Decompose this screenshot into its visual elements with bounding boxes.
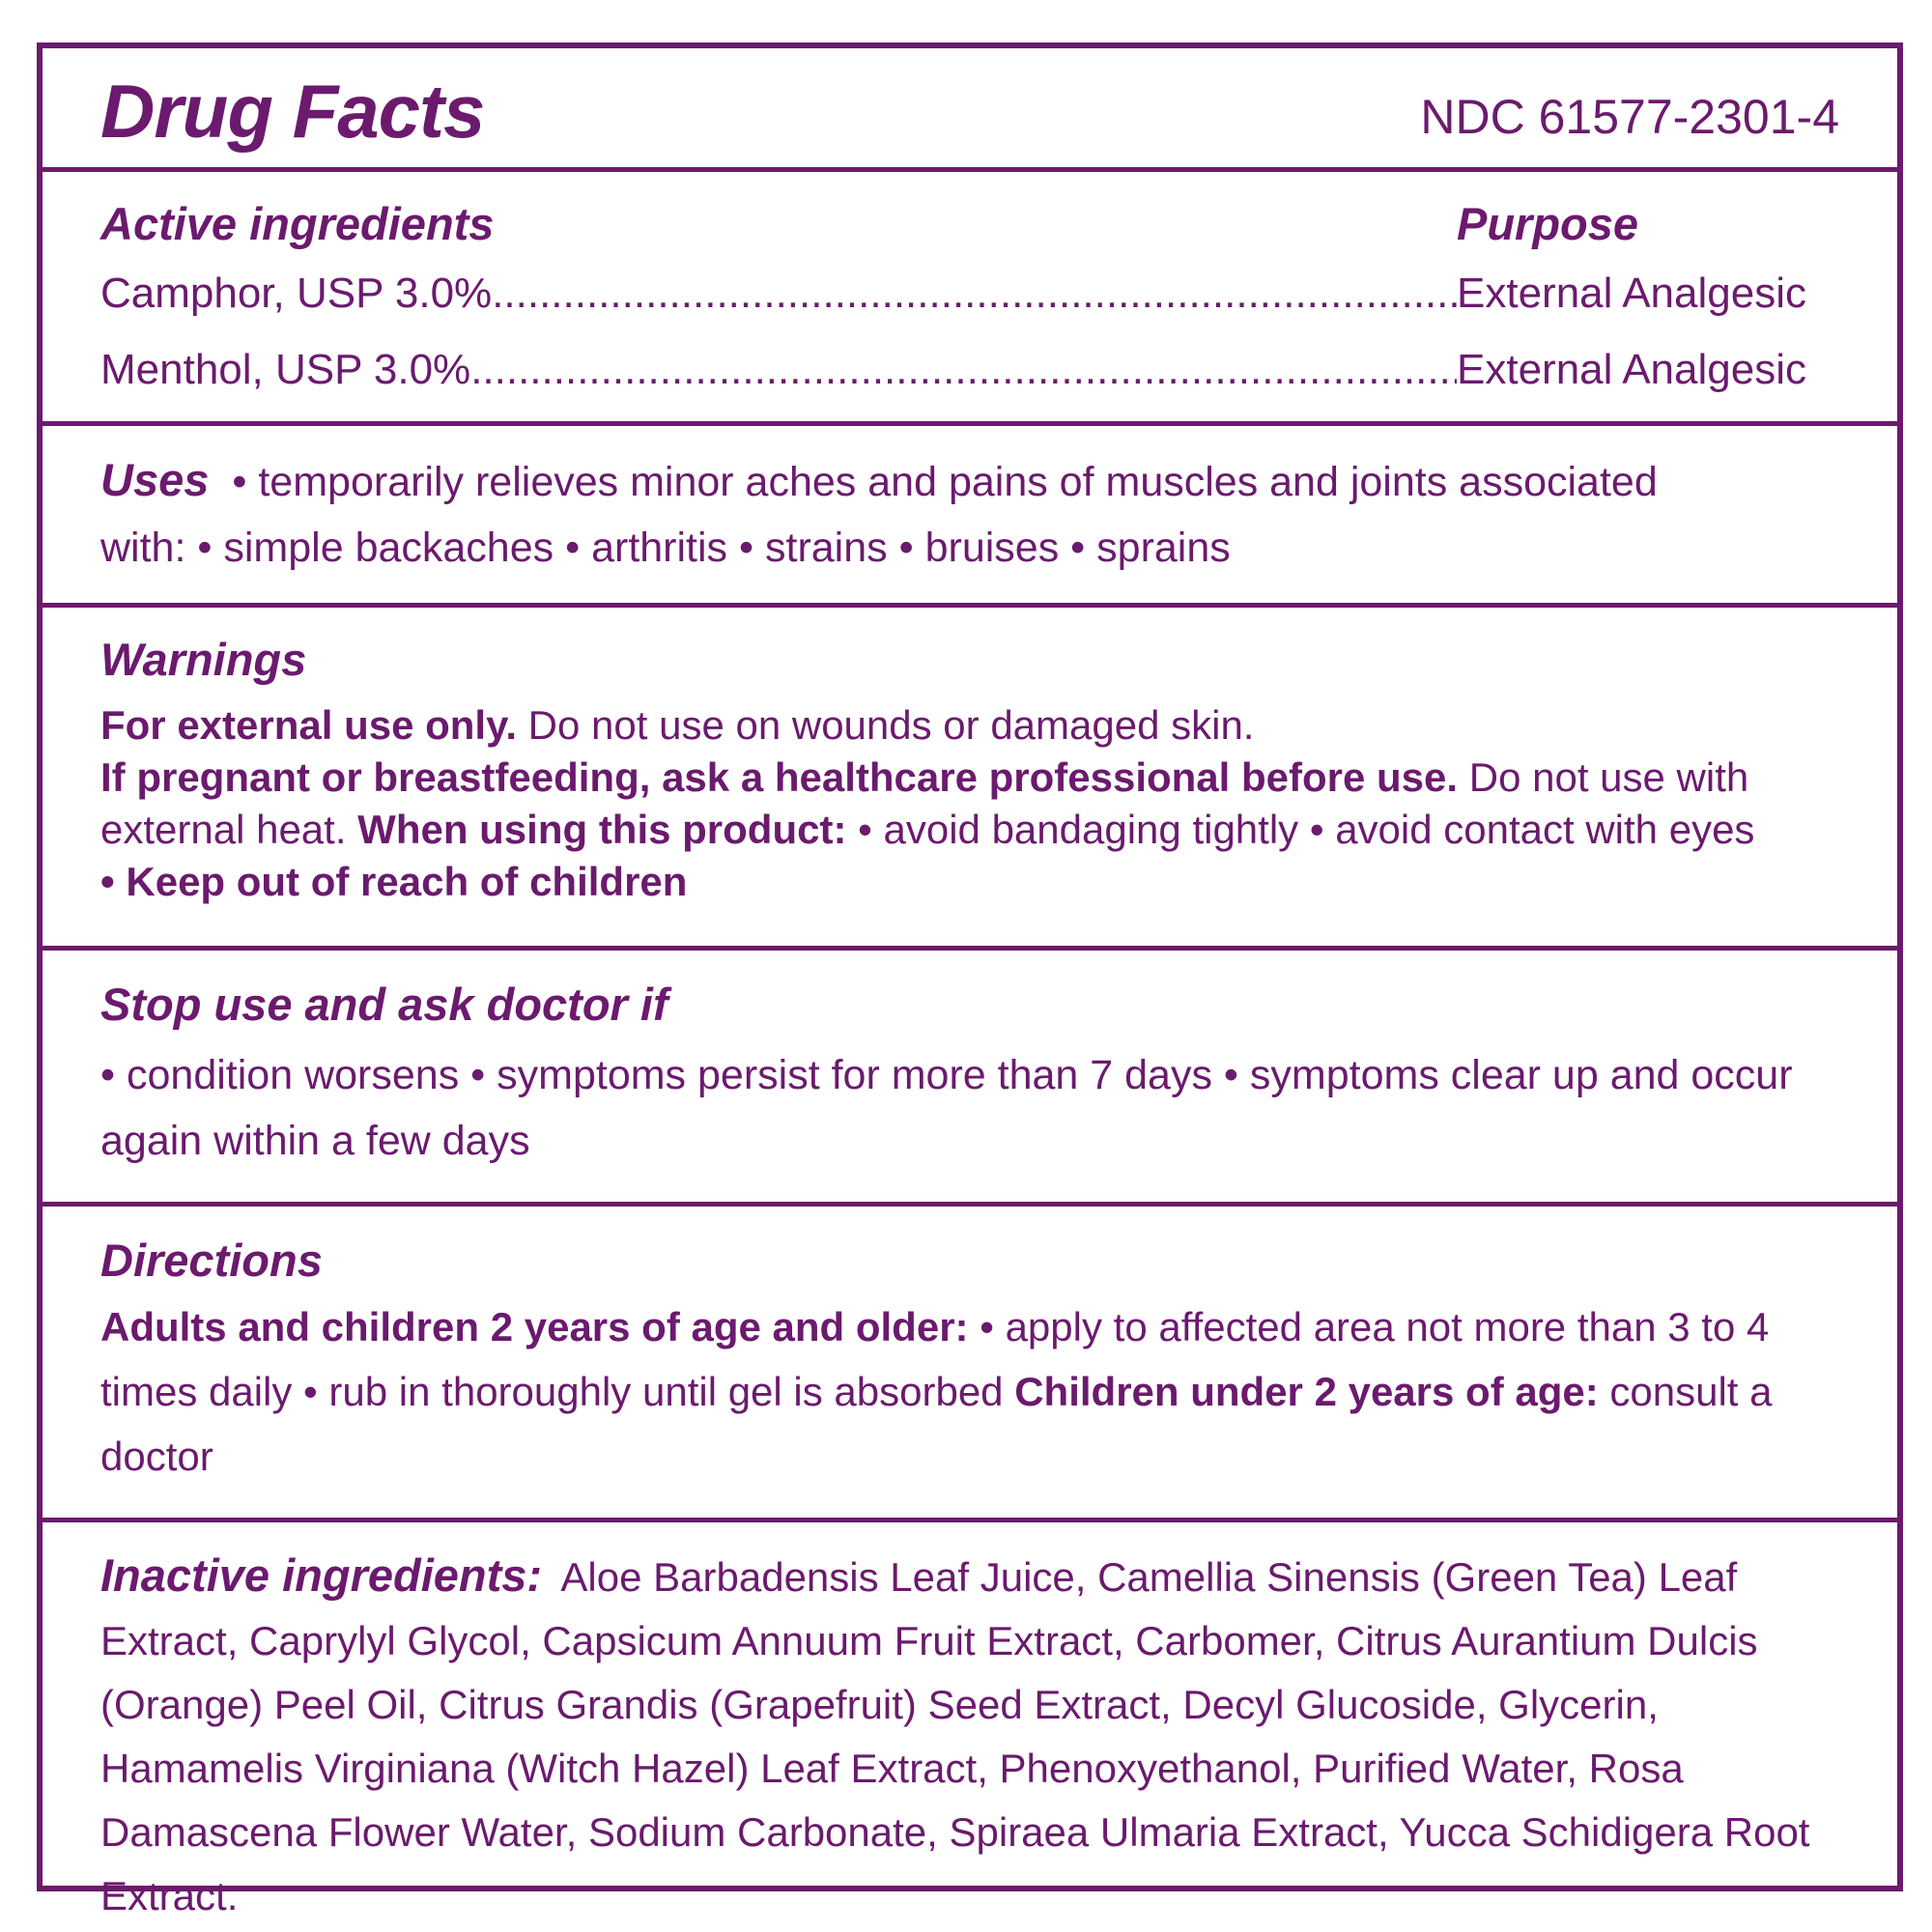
warnings-heading: Warnings xyxy=(100,634,307,685)
inactive-ingredients-section xyxy=(43,1522,1897,1918)
ingredient-name: Camphor, USP 3.0% ..... xyxy=(100,270,1457,318)
inactive-ingredients-text xyxy=(100,1544,1859,1928)
warnings-text xyxy=(100,699,1859,908)
keep-out-of-reach-warning: • Keep out of reach of children xyxy=(100,859,688,904)
ingredient-row xyxy=(100,346,1859,394)
inactive-ingredients-list: Aloe Barbadensis Leaf Juice, Camellia Sinensis (Green Tea) Leaf Extract, Caprylyl Glycol, Capsicum Annuum Fruit Extract, Carbomer, Citrus Aurantium Dulcis (Orange) Peel Oil, Citrus Grandis (Grapefruit) Seed Extract, Decyl Glucoside, Glycerin, Hamamelis Virginiana (Witch Hazel) Leaf Extract, Phenoxyethanol, Purified Water, Rosa Damascena Flower Water, Sodium Carbonate, Spiraea Ulmaria Extract, Yucca Schidigera Root Extract. xyxy=(100,1554,1810,1918)
uses-text xyxy=(100,447,1859,581)
drug-facts-panel xyxy=(37,43,1903,1918)
ndc-number: NDC 61577-2301-4 xyxy=(1420,90,1839,144)
uses-heading: Uses xyxy=(100,454,210,505)
adults-label: Adults and children 2 years of age and older: xyxy=(100,1304,969,1350)
stop-use-heading: Stop use and ask doctor if xyxy=(100,979,668,1030)
ingredient-name: Menthol, USP 3.0% ..... xyxy=(100,346,1457,394)
directions-text xyxy=(100,1294,1859,1489)
active-ingredients-section xyxy=(43,172,1897,426)
purpose-heading: Purpose xyxy=(1457,198,1639,249)
directions-heading: Directions xyxy=(100,1235,323,1286)
stop-use-section xyxy=(43,951,1897,1207)
directions-section xyxy=(43,1207,1897,1522)
when-using-text: • avoid bandaging tightly • avoid contact with eyes xyxy=(846,807,1755,852)
ingredient-row xyxy=(100,270,1859,318)
warnings-section xyxy=(43,608,1897,951)
inactive-ingredients-heading: Inactive ingredients: xyxy=(100,1549,543,1601)
active-ingredients-heading: Active ingredients xyxy=(100,198,495,249)
uses-line-1: • temporarily relieves minor aches and pains of muscles and joints associated xyxy=(232,459,1658,505)
when-using-label: When using this product: xyxy=(357,807,847,852)
pregnancy-warning: If pregnant or breastfeeding, ask a healthcare professional before use. xyxy=(100,754,1459,800)
ingredient-purpose: External Analgesic xyxy=(1457,270,1806,317)
children-directions: consult a doctor xyxy=(100,1369,1773,1479)
drug-facts-header xyxy=(43,48,1897,172)
adults-directions: • apply to affected area not more than 3 to 4 times daily • rub in thoroughly until gel is absorbed xyxy=(100,1304,1770,1414)
stop-use-text: • condition worsens • symptoms persist for more than 7 days • symptoms clear up and occur again within a few days xyxy=(100,1052,1793,1164)
uses-line-2: with: • simple backaches • arthritis • strains • bruises • sprains xyxy=(100,525,1231,571)
children-label: Children under 2 years of age: xyxy=(1014,1369,1599,1414)
external-use-text: Do not use on wounds or damaged skin. xyxy=(517,702,1255,748)
active-ingredients-header-row xyxy=(100,197,1859,250)
uses-section xyxy=(43,426,1897,608)
drug-facts-title: Drug Facts xyxy=(100,69,485,154)
external-use-warning: For external use only. xyxy=(100,702,518,748)
external-heat-text: Do not use with external heat. xyxy=(100,754,1749,852)
ingredient-purpose: External Analgesic xyxy=(1457,346,1806,393)
